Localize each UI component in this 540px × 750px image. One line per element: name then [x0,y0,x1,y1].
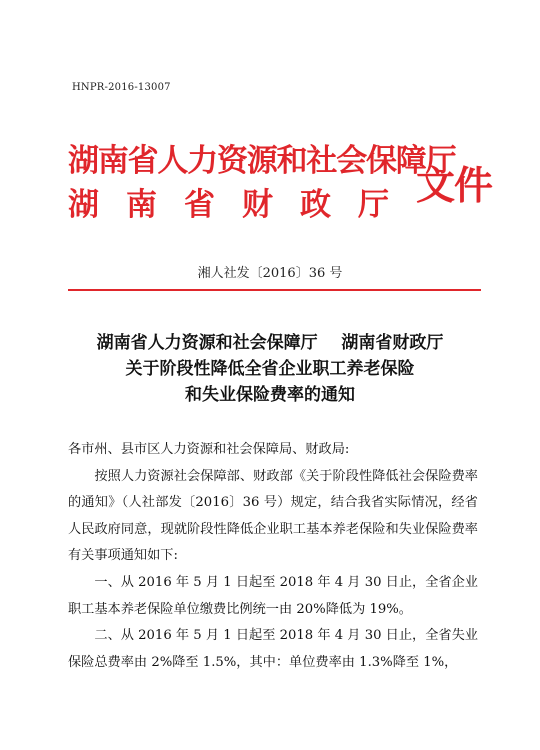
document-number: HNPR-2016-13007 [72,82,171,93]
issue-number: 湘人社发〔2016〕36 号 [197,266,343,281]
document-title [0,330,540,408]
addressee: 各市州、县市区人力资源和社会保障局、财政局: [68,442,350,457]
title-line-2: 关于阶段性降低全省企业职工养老保险 [125,359,415,379]
document-body [68,437,478,676]
red-header [68,143,493,243]
paragraph-intro: 按照人力资源社会保障部、财政部《关于阶段性降低社会保险费率的通知》（人社部发〔2016〕36 号）规定，结合我省实际情况，经省人民政府同意，现就阶段性降低企业职工基本养老保险和失业保险费率有关事项通知如下: [68,468,478,564]
document-label: 文件 [416,163,493,209]
red-divider [68,289,481,291]
paragraph-unemployment-rate: 二、从 2016 年 5 月 1 日起至 2018 年 4 月 30 日止，全省失业保险总费率由 2%降至 1.5%，其中：单位费率由 1.3%降至 1%， [68,628,478,670]
agency-name-finance: 湖南省财政厅 [68,187,416,223]
agency-name-hrss: 湖南省人力资源和社会保障厅 [68,143,456,179]
title-line-1: 湖南省人力资源和社会保障厅 湖南省财政厅 [96,333,444,353]
paragraph-pension-rate: 一、从 2016 年 5 月 1 日起至 2018 年 4 月 30 日止，全省企业职工基本养老保险单位缴费比例统一由 20%降低为 19%。 [68,574,478,617]
title-line-3: 和失业保险费率的通知 [185,385,355,405]
